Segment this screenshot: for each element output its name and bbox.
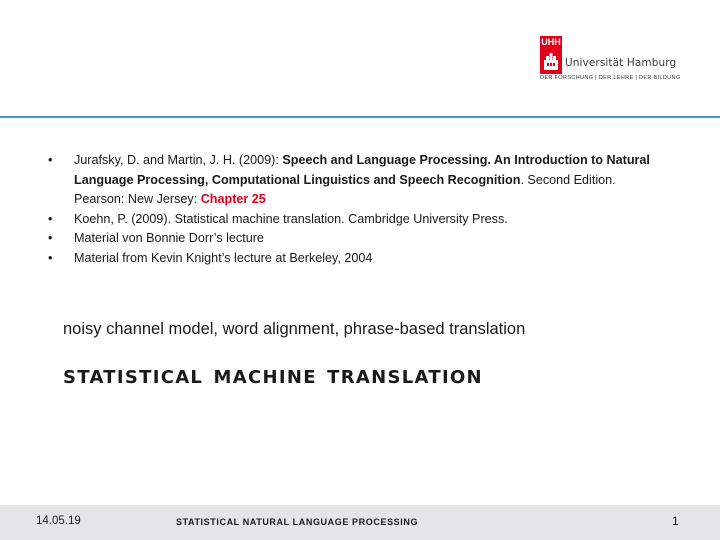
reference-text: Koehn, P. (2009). Statistical machine translation. Cambridge University Press. (74, 211, 508, 226)
logo-mark-text: UHH (541, 37, 561, 47)
reference-text: Jurafsky, D. and Martin, J. H. (2009): (74, 153, 283, 167)
reference-text: Material from Kevin Knight’s lecture at Berkeley, 2004 (74, 250, 373, 265)
footer-bar (0, 505, 720, 540)
reference-book-title: Speech and Language Processing. An Introduction to Natural Language Processing, Computational Linguistics and Speech Recognition (74, 153, 650, 187)
footer-course-title: STATISTICAL NATURAL LANGUAGE PROCESSING (176, 517, 419, 527)
slide-title: statistical machine translation (63, 360, 483, 390)
reference-list (48, 151, 668, 268)
header-divider (0, 116, 720, 118)
bullet: • (48, 153, 53, 167)
university-name: Universität Hamburg (565, 57, 677, 69)
footer-date: 14.05.19 (36, 515, 81, 527)
reference-text-cont: . Second Edition. Pearson: New Jersey: (74, 172, 616, 206)
reference-item (48, 151, 668, 210)
bullet: • (48, 250, 53, 265)
reference-item (48, 229, 668, 249)
bullet: • (48, 231, 53, 245)
page-number: 1 (672, 514, 679, 528)
slide-subtitle: noisy channel model, word alignment, phrase-based translation (63, 320, 526, 338)
building-icon (543, 52, 559, 70)
reference-item (48, 210, 668, 230)
uhh-logo-mark (540, 36, 562, 74)
university-motto: DER FORSCHUNG | DER LEHRE | DER BILDUNG (540, 75, 681, 81)
chapter-highlight: Chapter 25 (200, 192, 266, 206)
university-logo (540, 36, 700, 86)
bullet: • (48, 211, 53, 226)
reference-text: Material von Bonnie Dorr’s lecture (74, 231, 264, 245)
reference-item (48, 249, 668, 269)
